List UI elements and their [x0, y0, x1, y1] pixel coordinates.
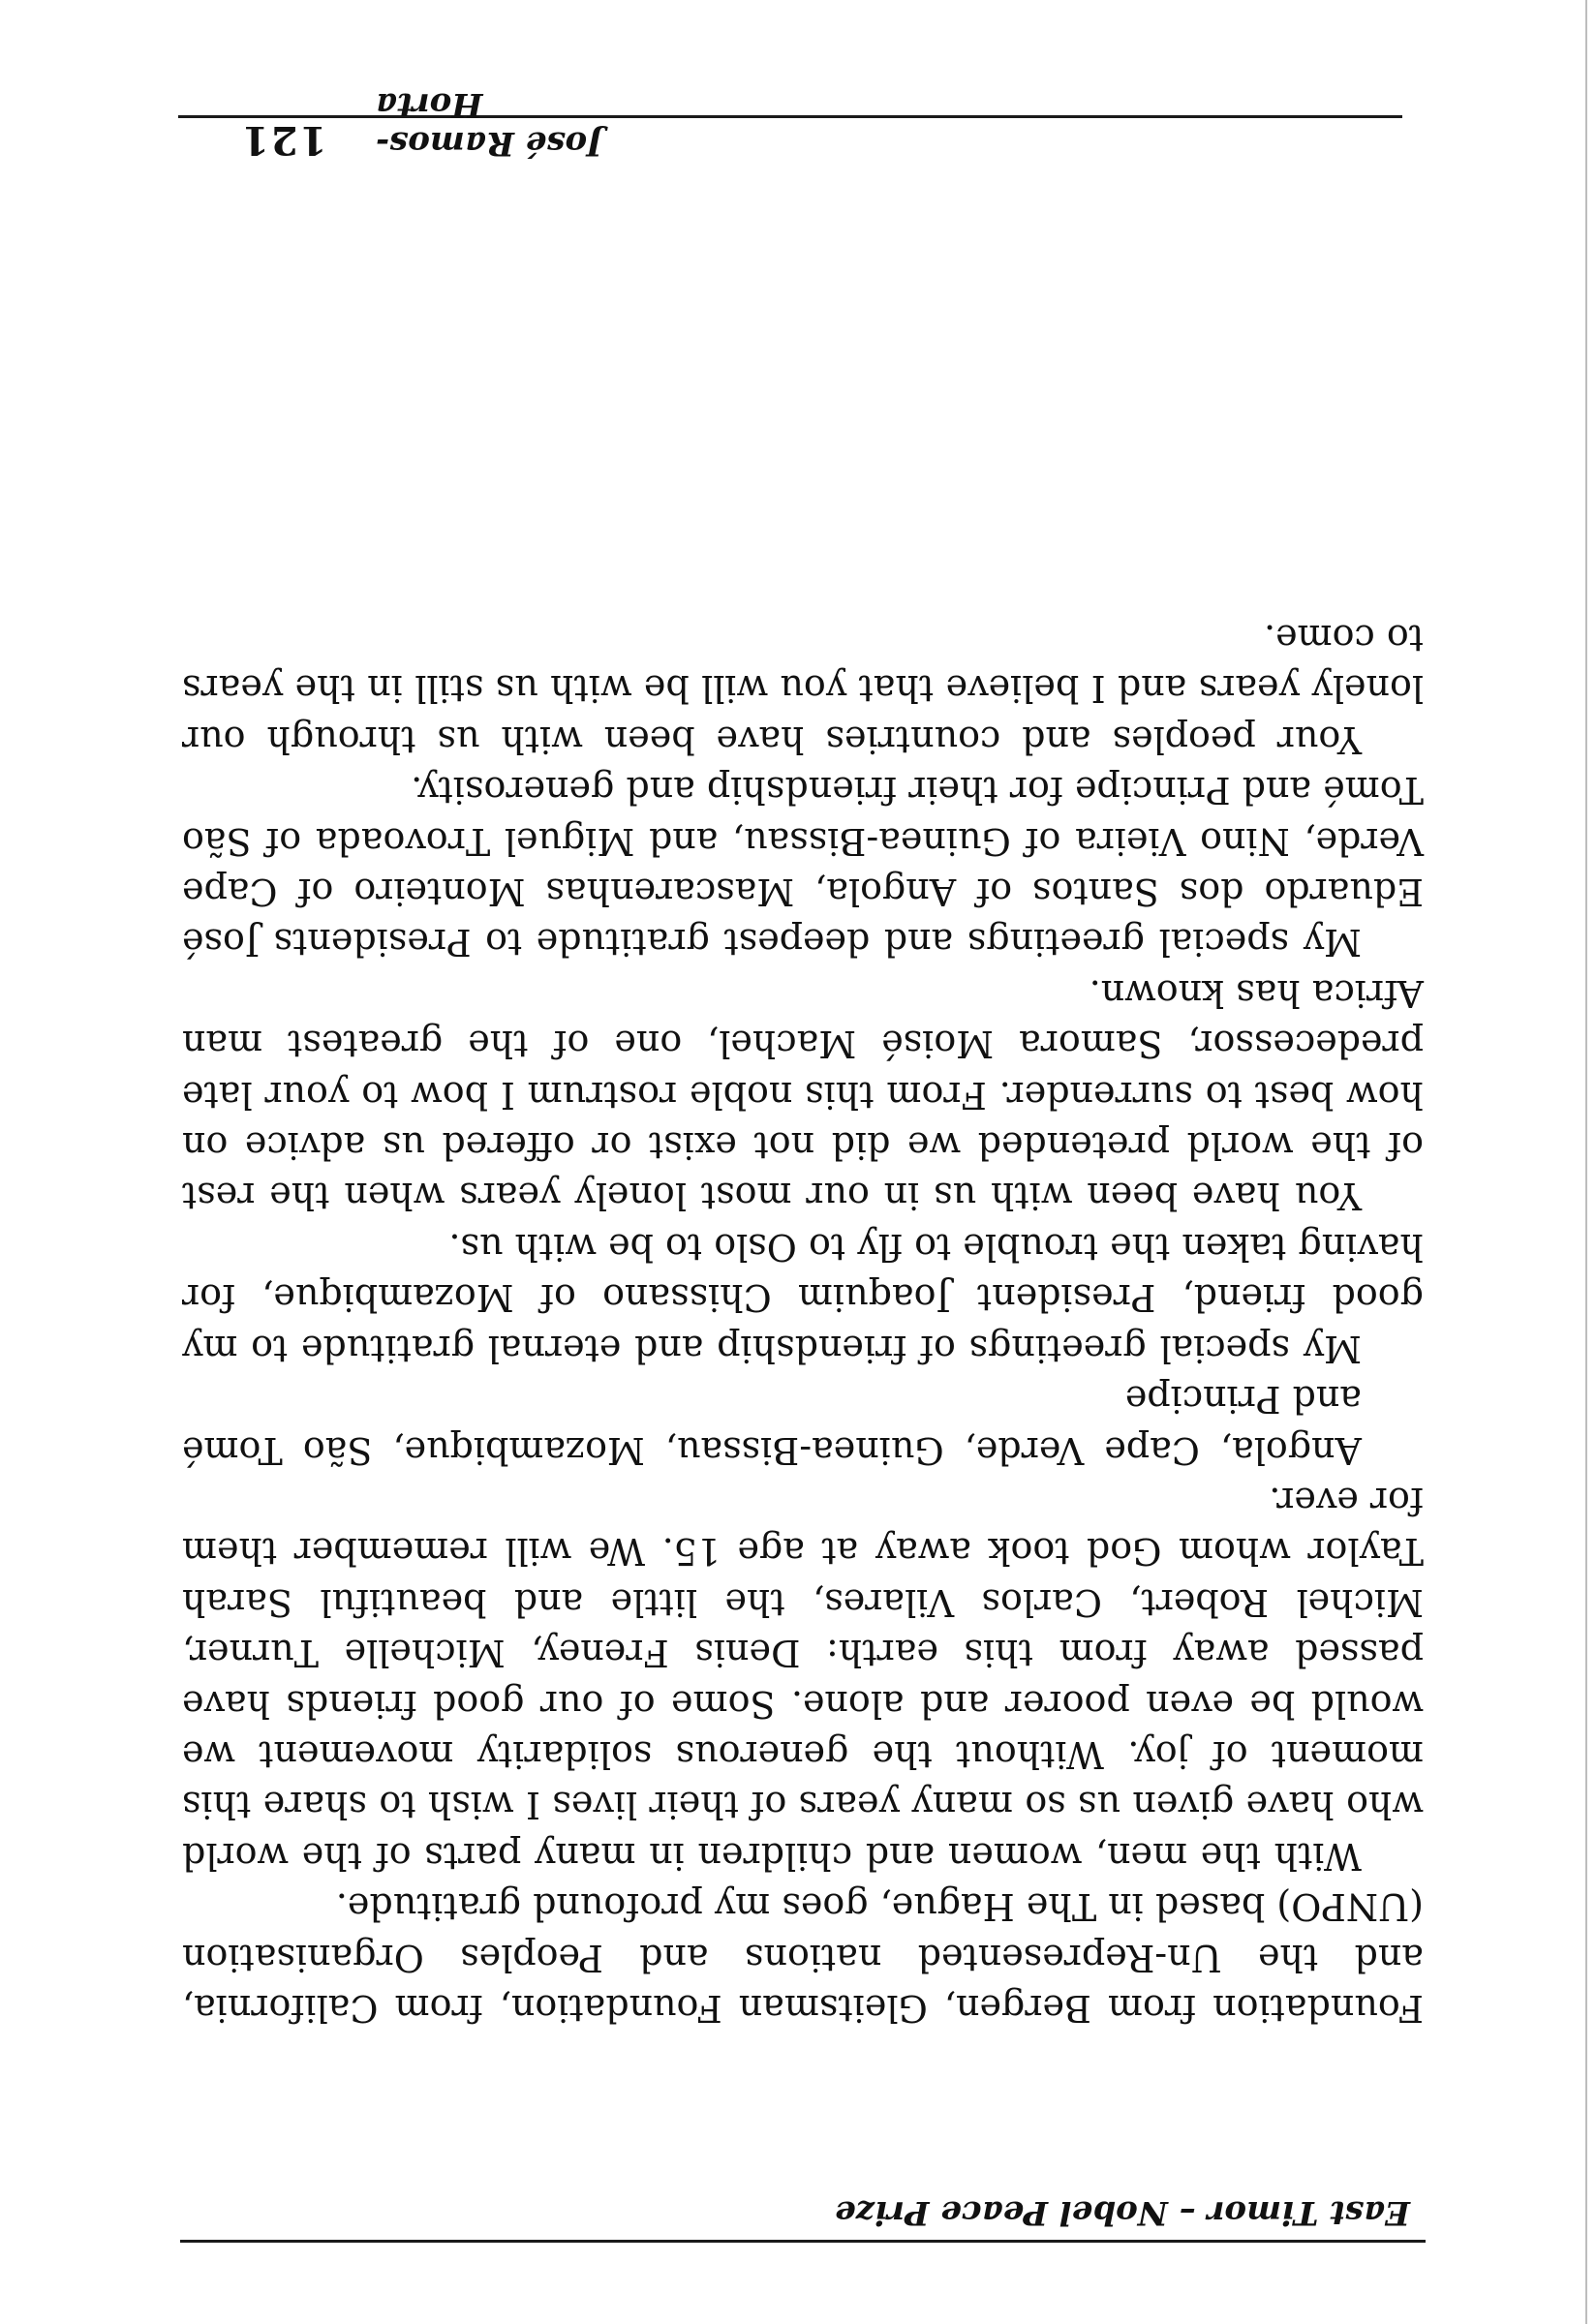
- paragraph-chissano: My special greetings of friendship and eternal gratitude to my good friend, President Joaquim Chissano of Mozambique, for having taken the trouble to fly to Oslo to be with us.: [182, 1225, 1424, 1370]
- page-number: 121: [240, 117, 327, 163]
- page-header: [178, 85, 1402, 167]
- paragraph-recipient-countries: Angola, Cape Verde, Guinea-Bissau, Mozambique, São Tomé and Principe: [182, 1378, 1362, 1472]
- body-text: [182, 613, 1424, 2034]
- paragraph-solidarity: With the men, women and children in many parts of the world who have given us so many years of their lives I wish to share this moment of joy. Without the generous solidarity movement we would be even poorer and alone. Some of our good friends have passed away from this earth: Denis Freney, Michelle Turner, Michel Robert, Carlos Vilares, the little and beautiful Sarah Taylor whom God took away at age 15. We will remember them for ever.: [182, 1479, 1424, 1878]
- paragraph-presidents: My special greetings and deepest gratitude to Presidents José Eduardo dos Santos of Angola, Mascarenhas Monteiro of Cape Verde, Nino Vieira of Guinea-Bissau, and Miguel Trovoada of São Tomé and Principe for their friendship and generosity.: [182, 769, 1424, 964]
- paragraph-lonely-years: You have been with us in our most lonely years when the rest of the world pretended we did not exist or offered us advice on how best to surrender. From this noble rostrum I bow to your late predecessor, Samora Moisé Machel, one of the greatest man Africa has known.: [182, 971, 1424, 1218]
- book-title: East Timor – Nobel Peace Prize: [835, 2193, 1410, 2232]
- paragraph-closing: Your peoples and countries have been with us through our lonely years and I believe that you will be with us still in the years to come.: [182, 617, 1424, 761]
- running-head: José Ramos-Horta: [376, 85, 603, 163]
- page-footer: [180, 2189, 1426, 2243]
- paragraph-foundations: Foundation from Bergen, Gleitsman Foundation, from California, and the Un-Represented nations and Peoples Organisation (UNPO) based in The Hague, goes my profound gratitude.: [182, 1885, 1424, 2030]
